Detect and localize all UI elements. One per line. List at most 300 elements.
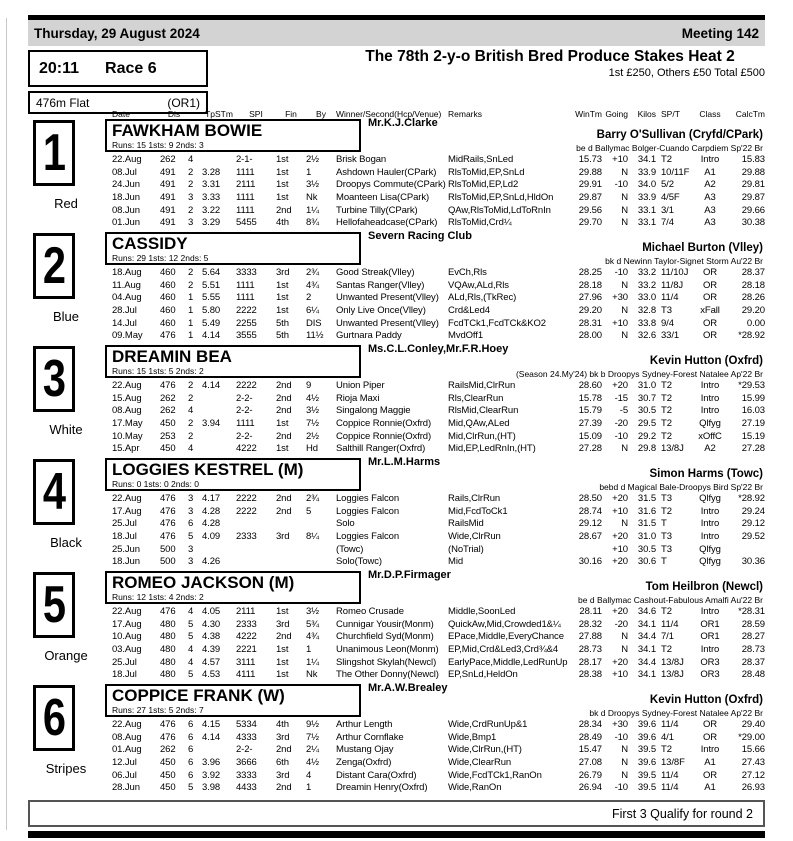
form-weight: 34.4 xyxy=(637,656,656,668)
form-winner-second: Droopys Commute(CPark) xyxy=(336,179,446,191)
form-winner-second: Good Streak(Vlley) xyxy=(336,267,415,278)
form-distance-beaten: 2¾ xyxy=(306,493,320,504)
form-distance: 460 xyxy=(160,305,176,317)
form-calctime: 29.87 xyxy=(741,192,765,204)
form-wintime: 28.17 xyxy=(578,656,602,668)
form-winner-second: Arthur Cornflake xyxy=(336,731,404,743)
form-calctime: 29.66 xyxy=(741,204,765,216)
form-distance-beaten: 3½ xyxy=(306,405,320,417)
greyhound-name: ROMEO JACKSON (M) xyxy=(112,573,295,592)
form-wintime: 28.50 xyxy=(578,493,602,504)
trainer-name: Kevin Hutton (Oxfrd) xyxy=(649,694,763,706)
form-distance: 450 xyxy=(160,757,176,769)
form-starting-price: T xyxy=(661,518,667,530)
form-sectional: 4.14 xyxy=(202,380,221,391)
form-sectional xyxy=(202,544,236,557)
form-remarks: Rls,ClearRun xyxy=(448,392,504,404)
form-weight: 33.1 xyxy=(637,204,656,216)
col-going: Going xyxy=(605,109,628,119)
form-wintime: 28.31 xyxy=(578,317,602,329)
form-positions: 2222 xyxy=(236,305,257,317)
form-trap: 4 xyxy=(188,644,194,656)
form-positions xyxy=(236,556,276,569)
form-distance: 480 xyxy=(160,656,176,668)
form-winner-second: Coppice Ronnie(Oxfrd) xyxy=(336,418,432,430)
form-trap: 2 xyxy=(188,418,194,430)
form-row xyxy=(112,619,765,632)
form-positions: 3111 xyxy=(236,656,256,668)
form-calctime: 15.66 xyxy=(741,744,765,756)
form-class: Intro xyxy=(700,644,720,656)
form-sectional xyxy=(202,431,236,444)
form-starting-price: T2 xyxy=(661,418,672,430)
form-date: 08.Jun xyxy=(112,204,140,216)
trap-number: 3 xyxy=(42,350,66,408)
race-rows xyxy=(112,380,765,456)
greyhound-stats: Runs: 27 1sts: 5 2nds: 7 xyxy=(112,705,204,715)
breeding-line: be d Ballymac Cashout-Fabulous Amalfi Au'22 Br xyxy=(578,595,763,605)
form-winner-second: Only Live Once(Vlley) xyxy=(336,305,426,317)
form-sectional: 4.39 xyxy=(202,644,221,656)
form-trap: 1 xyxy=(188,305,194,317)
form-trap: 2 xyxy=(188,179,194,191)
form-wintime: 30.16 xyxy=(578,556,602,568)
greyhound-name-box xyxy=(105,458,361,491)
form-class: A3 xyxy=(704,204,716,216)
form-positions: 2-2- xyxy=(236,430,253,442)
form-class: Intro xyxy=(700,380,720,391)
form-remarks: RlsToMid,EP,SnLd xyxy=(448,166,525,178)
form-distance-beaten: 4¾ xyxy=(306,279,320,291)
form-trap: 2 xyxy=(188,380,194,391)
form-row xyxy=(112,770,765,783)
form-winner-second: Solo(Towc) xyxy=(336,556,382,568)
form-calctime: 28.73 xyxy=(741,644,765,656)
form-winner-second: Unwanted Present(Vlley) xyxy=(336,292,439,304)
form-row xyxy=(112,782,765,795)
form-trap: 4 xyxy=(188,606,194,617)
greyhound-name: COPPICE FRANK (W) xyxy=(112,686,285,705)
race-number: Race 6 xyxy=(105,59,157,77)
form-sectional: 4.38 xyxy=(202,631,221,643)
form-row xyxy=(112,757,765,770)
form-class: OR3 xyxy=(700,669,720,681)
form-remarks: ALd,Rls,(TkRec) xyxy=(448,292,517,304)
form-class: Intro xyxy=(700,505,720,517)
form-calctime: 29.88 xyxy=(741,166,765,178)
form-calctime: 27.43 xyxy=(741,757,765,769)
greyhound-stats: Runs: 12 1sts: 4 2nds: 2 xyxy=(112,592,204,602)
trap-number: 6 xyxy=(42,689,66,747)
form-class: A2 xyxy=(704,179,716,191)
form-positions: 4111 xyxy=(236,669,256,681)
trap-number-box xyxy=(33,572,75,638)
form-trap: 6 xyxy=(188,518,194,530)
form-starting-price: 3/1 xyxy=(661,204,674,216)
form-weight: 39.5 xyxy=(637,782,656,794)
form-date: 08.Aug xyxy=(112,405,142,417)
form-date: 01.Aug xyxy=(112,744,142,756)
form-starting-price: T2 xyxy=(661,392,672,404)
form-starting-price: 33/1 xyxy=(661,330,680,342)
form-row xyxy=(112,330,765,343)
form-row xyxy=(112,380,765,393)
form-starting-price: 4/5F xyxy=(661,192,680,204)
form-trap: 3 xyxy=(188,192,194,204)
form-positions: 1111 xyxy=(236,279,255,291)
form-winner-second: Unanimous Leon(Monm) xyxy=(336,644,439,656)
col-date: Date xyxy=(112,109,130,119)
form-sectional: 4.57 xyxy=(202,656,221,668)
form-starting-price: 7/4 xyxy=(661,217,674,229)
form-sectional: 4.15 xyxy=(202,719,221,730)
form-weight: 30.5 xyxy=(637,543,656,555)
form-winner-second: Cunnigar Yousir(Monm) xyxy=(336,618,434,630)
form-row xyxy=(112,669,765,682)
form-sectional: 3.28 xyxy=(202,166,221,178)
form-starting-price: T3 xyxy=(661,305,672,317)
col-sp: SP/T xyxy=(661,109,680,119)
form-remarks: Middle,SoonLed xyxy=(448,606,516,617)
form-row xyxy=(112,606,765,619)
form-class: OR xyxy=(702,330,718,342)
form-positions: 4433 xyxy=(236,782,257,794)
form-row xyxy=(112,405,765,418)
form-distance: 500 xyxy=(160,543,176,555)
race-rows xyxy=(112,606,765,682)
form-class: xOffC xyxy=(698,430,722,442)
form-calctime: 29.40 xyxy=(741,719,765,730)
form-finish: 5th xyxy=(276,330,289,342)
form-remarks: Wide,RanOn xyxy=(448,782,502,794)
form-positions: 4222 xyxy=(236,443,257,455)
trap-number: 4 xyxy=(42,463,66,521)
form-winner-second: Salthill Ranger(Oxfrd) xyxy=(336,443,426,455)
form-row xyxy=(112,744,765,757)
form-sectional: 3.94 xyxy=(202,418,221,430)
form-positions: 3666 xyxy=(236,757,257,769)
form-remarks: Mid,FcdToCk1 xyxy=(448,505,508,517)
form-finish xyxy=(276,544,306,557)
form-sectional xyxy=(202,154,236,167)
form-calctime xyxy=(726,544,765,557)
breeding-line: bk d Droopys Sydney-Forest Natalee Ap'22 Br xyxy=(589,708,763,718)
form-finish: 1st xyxy=(276,606,289,617)
form-distance-beaten: 1 xyxy=(306,644,312,656)
dog-section xyxy=(28,231,765,344)
form-distance: 450 xyxy=(160,782,176,794)
form-starting-price: 11/4 xyxy=(661,618,679,630)
form-class: Intro xyxy=(700,405,720,417)
form-class: Intro xyxy=(700,154,720,165)
form-trap: 3 xyxy=(188,556,194,568)
form-wintime: 28.00 xyxy=(578,330,602,342)
form-row xyxy=(112,217,765,230)
form-sectional: 4.53 xyxy=(202,669,221,681)
form-winner-second: Coppice Ronnie(Oxfrd) xyxy=(336,430,432,442)
form-distance: 476 xyxy=(160,606,176,617)
form-distance-beaten: 7½ xyxy=(306,731,320,743)
form-starting-price: 13/8J xyxy=(661,669,684,681)
form-finish xyxy=(276,518,306,531)
form-calctime: *29.53 xyxy=(738,380,765,391)
form-wintime: 27.88 xyxy=(578,631,602,643)
qualify-note-box xyxy=(28,800,765,827)
form-winner-second: Zenga(Oxfrd) xyxy=(336,757,392,769)
form-wintime: 27.39 xyxy=(578,418,602,430)
form-distance: 253 xyxy=(160,430,176,442)
form-distance-beaten: 2 xyxy=(306,292,312,304)
form-finish: 4th xyxy=(276,217,289,229)
form-weight: 29.5 xyxy=(637,418,656,430)
form-sectional: 4.30 xyxy=(202,618,221,630)
trap-number-box xyxy=(33,459,75,525)
form-weight: 32.8 xyxy=(637,305,656,317)
form-finish: 2nd xyxy=(276,505,292,517)
form-distance-beaten: 9½ xyxy=(306,719,320,730)
form-calctime: 30.36 xyxy=(741,556,765,568)
form-distance-beaten: 9 xyxy=(306,380,312,391)
form-starting-price: T xyxy=(661,556,667,568)
breeding-line: bebd d Magical Bale-Droopys Bird Sp'22 Br xyxy=(599,482,763,492)
form-date: 06.Jul xyxy=(112,769,137,781)
form-winner-second: Dreamin Henry(Oxfrd) xyxy=(336,782,428,794)
trainer-name: Michael Burton (Vlley) xyxy=(642,242,763,254)
form-distance: 262 xyxy=(160,154,176,165)
form-wintime: 28.49 xyxy=(578,731,602,743)
form-sectional xyxy=(202,405,236,418)
form-date: 22.Aug xyxy=(112,380,142,391)
form-date: 03.Aug xyxy=(112,644,142,656)
form-going: -10 xyxy=(614,782,628,794)
form-finish: 1st xyxy=(276,166,289,178)
form-trap: 2 xyxy=(188,204,194,216)
form-wintime: 28.18 xyxy=(578,279,602,291)
form-weight: 29.2 xyxy=(637,430,656,442)
form-distance: 450 xyxy=(160,418,176,430)
col-calctm: CalcTm xyxy=(735,109,765,119)
form-row xyxy=(112,305,765,318)
form-trap: 4 xyxy=(188,443,194,455)
form-wintime: 28.34 xyxy=(578,719,602,730)
form-winner-second: Ashdown Hauler(CPark) xyxy=(336,166,437,178)
form-sectional: 4.28 xyxy=(202,518,221,530)
form-weight: 33.9 xyxy=(637,192,656,204)
form-calctime: 28.37 xyxy=(741,656,765,668)
form-starting-price: T2 xyxy=(661,644,672,656)
greyhound-name-box xyxy=(105,119,361,152)
form-row xyxy=(112,192,765,205)
form-trap: 6 xyxy=(188,744,194,756)
form-trap: 1 xyxy=(188,317,194,329)
form-class: A1 xyxy=(704,757,716,769)
form-going: N xyxy=(621,769,628,781)
form-positions: 2221 xyxy=(236,644,257,656)
form-trap: 3 xyxy=(188,217,194,229)
form-sectional: 5.49 xyxy=(202,317,221,329)
form-positions: 2-2- xyxy=(236,405,253,417)
form-class: OR xyxy=(702,279,718,291)
form-finish: 1st xyxy=(276,279,289,291)
form-distance: 476 xyxy=(160,719,176,730)
form-distance-beaten: 7½ xyxy=(306,418,320,430)
form-distance: 500 xyxy=(160,556,176,568)
form-distance: 480 xyxy=(160,631,176,643)
form-weight: 31.0 xyxy=(637,531,656,543)
form-wintime: 28.60 xyxy=(578,380,602,391)
form-winner-second: Mustang Ojay xyxy=(336,744,394,756)
form-weight: 31.0 xyxy=(637,380,656,391)
form-date: 18.Jun xyxy=(112,556,140,568)
trap-color-label: Stripes xyxy=(45,761,87,776)
form-distance-beaten: 4½ xyxy=(306,392,320,404)
form-calctime: 15.19 xyxy=(741,430,765,442)
form-starting-price: 5/2 xyxy=(661,179,674,191)
form-calctime: 28.26 xyxy=(741,292,765,304)
form-trap: 1 xyxy=(188,330,194,342)
form-distance: 491 xyxy=(160,179,176,191)
form-class: Intro xyxy=(700,606,720,617)
form-calctime: 27.19 xyxy=(741,418,765,430)
form-date: 22.Aug xyxy=(112,719,142,730)
form-remarks: EarlyPace,Middle,LedRunUp xyxy=(448,656,568,668)
form-distance: 450 xyxy=(160,769,176,781)
form-wintime: 26.79 xyxy=(578,769,602,781)
form-calctime: *28.92 xyxy=(738,493,765,504)
form-distance-beaten xyxy=(306,518,336,531)
dog-section xyxy=(28,683,765,796)
form-date: 22.Aug xyxy=(112,493,142,504)
form-wintime: 28.11 xyxy=(579,606,602,617)
form-distance: 480 xyxy=(160,644,176,656)
breeding-line: bk d Newinn Taylor-Signet Storm Au'22 Br xyxy=(605,256,763,266)
form-row xyxy=(112,280,765,293)
form-weight: 34.1 xyxy=(637,669,656,681)
form-calctime: 29.20 xyxy=(741,305,765,317)
form-sectional: 4.28 xyxy=(202,505,221,517)
col-winner: Winner/Second(Hcp/Venue) xyxy=(336,109,442,119)
form-winner-second: Unwanted Present(Vlley) xyxy=(336,317,439,329)
form-remarks: RlsToMid,EP,Ld2 xyxy=(448,179,519,191)
form-remarks: Crd&Led4 xyxy=(448,305,490,317)
form-starting-price: T2 xyxy=(661,505,672,517)
form-class: A1 xyxy=(704,782,716,794)
form-wintime: 29.56 xyxy=(578,204,602,216)
form-date: 18.Aug xyxy=(112,267,142,278)
trap-color-label: Black xyxy=(50,535,82,550)
col-spi: SPI xyxy=(249,109,263,119)
form-date: 10.Aug xyxy=(112,631,142,643)
form-class: Qlfyg xyxy=(699,543,721,555)
form-date: 11.Aug xyxy=(112,279,141,291)
form-going: -10 xyxy=(614,731,628,743)
form-date: 28.Jun xyxy=(112,782,140,794)
form-going: N xyxy=(621,204,628,216)
greyhound-name: FAWKHAM BOWIE xyxy=(112,121,263,140)
trap-number-box xyxy=(33,685,75,751)
form-class: OR xyxy=(702,267,718,278)
form-distance-beaten xyxy=(306,544,336,557)
form-sectional: 3.98 xyxy=(202,782,221,794)
form-finish: 1st xyxy=(276,192,289,204)
form-sectional: 4.14 xyxy=(202,731,221,743)
form-finish: 1st xyxy=(276,154,289,165)
form-weight: 39.5 xyxy=(637,744,656,756)
form-winner-second: Rioja Maxi xyxy=(336,392,380,404)
form-winner-second: Loggies Falcon xyxy=(336,505,400,517)
form-wintime: 15.09 xyxy=(578,430,602,442)
dog-section xyxy=(28,570,765,683)
form-winner-second: Union Piper xyxy=(336,380,385,391)
form-date: 17.Aug xyxy=(112,618,142,630)
form-class: A3 xyxy=(704,217,716,229)
form-remarks: EPace,Middle,EveryChance xyxy=(448,631,564,643)
form-sectional: 5.80 xyxy=(202,305,221,317)
form-distance: 476 xyxy=(160,505,176,517)
col-wintm: WinTm xyxy=(575,109,602,119)
form-distance: 450 xyxy=(160,443,176,455)
form-positions: 2333 xyxy=(236,618,257,630)
form-wintime: 29.12 xyxy=(578,518,602,530)
form-date: 25.Jun xyxy=(112,543,140,555)
form-class: Qlfyg xyxy=(699,493,721,504)
form-trap: 5 xyxy=(188,631,194,643)
greyhound-name: LOGGIES KESTREL (M) xyxy=(112,460,304,479)
form-weight: 30.7 xyxy=(637,392,656,404)
form-positions: 2255 xyxy=(236,317,257,329)
form-trap: 4 xyxy=(188,405,194,417)
meeting-date: Thursday, 29 August 2024 xyxy=(34,25,200,41)
form-winner-second: (Towc) xyxy=(336,543,364,555)
form-class: Intro xyxy=(700,518,720,530)
form-wintime: 29.20 xyxy=(578,305,602,317)
form-starting-price: 13/8J xyxy=(661,443,684,455)
form-going: +20 xyxy=(612,556,628,568)
form-wintime: 28.74 xyxy=(578,505,602,517)
trap-color-label: White xyxy=(49,422,83,437)
col-fin: Fin xyxy=(285,109,297,119)
form-going: +10 xyxy=(612,505,628,517)
form-class: OR1 xyxy=(700,618,720,630)
form-finish: 1st xyxy=(276,305,289,317)
race-rows xyxy=(112,267,765,343)
form-row xyxy=(112,556,765,569)
form-row xyxy=(112,657,765,670)
form-date: 25.Jul xyxy=(112,656,137,668)
form-distance-beaten: 8¼ xyxy=(306,531,320,543)
form-trap: 3 xyxy=(188,505,194,517)
form-starting-price: 11/4 xyxy=(661,719,679,730)
form-weight: 31.5 xyxy=(637,493,656,504)
form-positions: 5455 xyxy=(236,217,257,229)
greyhound-name-box xyxy=(105,684,361,717)
form-distance-beaten: 1 xyxy=(306,166,312,178)
form-row xyxy=(112,531,765,544)
form-distance-beaten: 4½ xyxy=(306,757,320,769)
form-sectional: 4.05 xyxy=(202,606,221,617)
form-distance-beaten: 2½ xyxy=(306,154,320,165)
form-finish: 4th xyxy=(276,719,289,730)
form-calctime: 28.37 xyxy=(741,267,765,278)
form-starting-price: 11/8J xyxy=(661,279,684,291)
race-distance: 476m Flat xyxy=(36,95,90,110)
form-distance: 476 xyxy=(160,731,176,743)
form-remarks: QAw,RlsToMid,LdToRnIn xyxy=(448,204,551,216)
form-remarks: VQAw,ALd,Rls xyxy=(448,279,509,291)
trap-number-box xyxy=(33,346,75,412)
form-class: OR xyxy=(702,731,718,743)
form-positions: 2-1- xyxy=(236,154,253,165)
